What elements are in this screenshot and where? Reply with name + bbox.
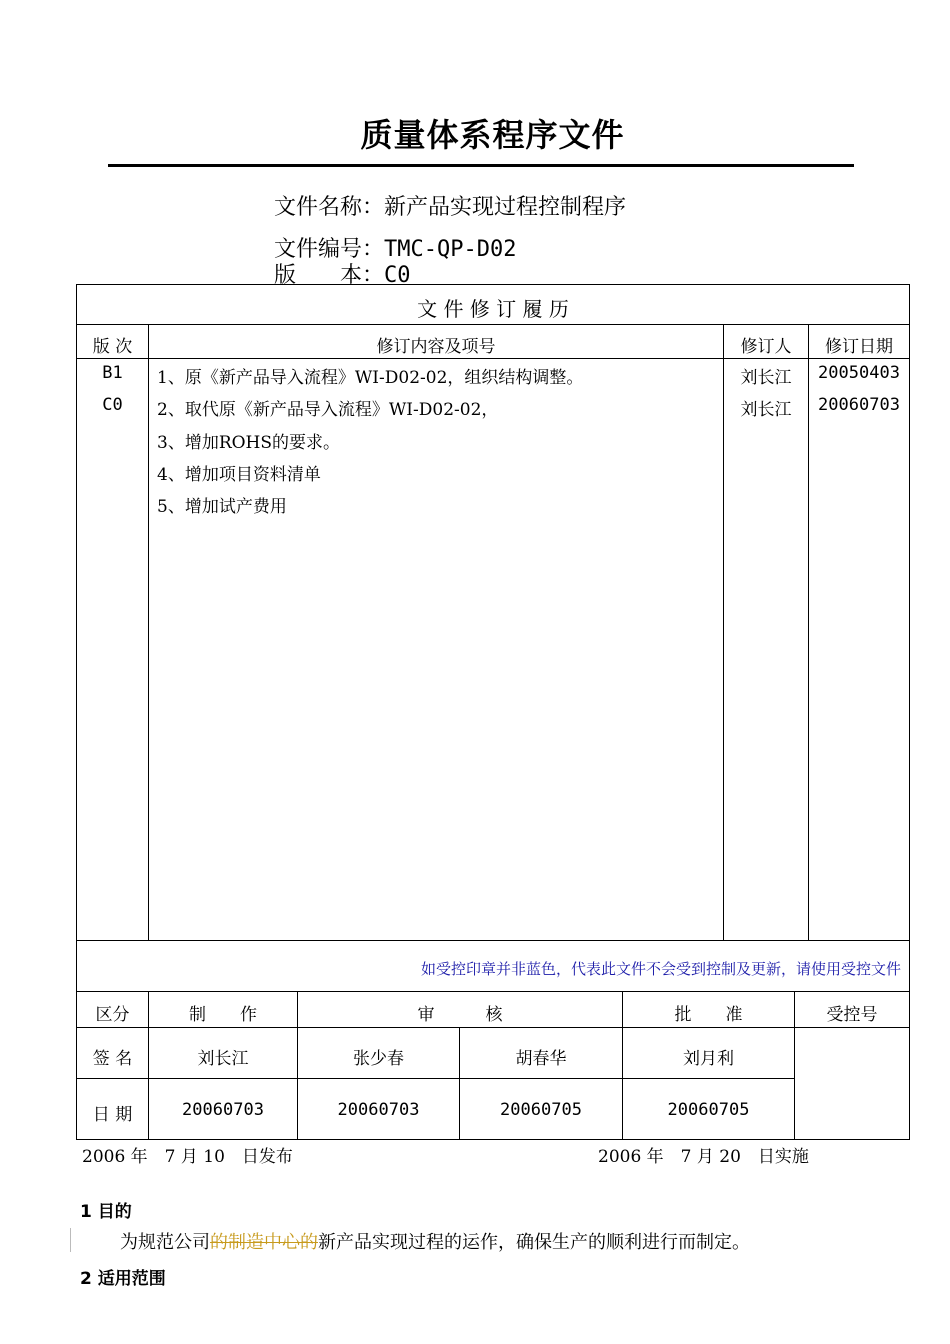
- approval-header-prepared: 制 作: [189, 1005, 257, 1025]
- controlled-copy-notice: 如受控印章并非蓝色，代表此文件不会受到控制及更新，请使用受控文件: [420, 960, 901, 978]
- header-date: 修订日期: [825, 337, 893, 357]
- section-1-suffix: 新产品实现过程的运作，确保生产的顺利进行而制定。: [318, 1232, 750, 1253]
- signer-approver: 刘月利: [683, 1049, 734, 1069]
- revision-line: 3、增加ROHS的要求。: [157, 433, 341, 453]
- revision-line: 2、取代原《新产品导入流程》WI-D02-02，: [157, 400, 499, 420]
- signer-reviewer-2: 胡春华: [515, 1049, 567, 1069]
- file-name-line: [274, 190, 626, 221]
- date-row-label: 日 期: [92, 1105, 133, 1125]
- approval-header-category: 区分: [95, 1005, 130, 1025]
- approval-header-approved: 批 准: [674, 1005, 743, 1025]
- section-1-deleted-text: 的制造中心的: [210, 1232, 318, 1253]
- section-1-prefix: 为规范公司: [120, 1232, 210, 1253]
- version-entry: C0: [102, 395, 123, 415]
- file-name-value: 新产品实现过程控制程序: [384, 195, 627, 220]
- revision-history-table: [76, 284, 910, 1140]
- revision-table-caption: 文 件 修 订 履 历: [417, 297, 569, 321]
- file-name-label: 文件名称：: [274, 195, 385, 220]
- file-number-label: 文件编号：: [274, 237, 385, 262]
- version-value: C0: [384, 263, 411, 288]
- version-label: 版 本：: [274, 263, 385, 288]
- header-content: 修订内容及项号: [376, 337, 496, 357]
- date-approver: 20060705: [667, 1100, 750, 1120]
- reviser-entry: 刘长江: [740, 368, 792, 388]
- section-1-body: [120, 1228, 750, 1254]
- file-number-value: TMC-QP-D02: [384, 237, 517, 262]
- title-rule: [108, 164, 854, 167]
- section-1-title: 1 目的: [80, 1202, 132, 1222]
- section-2-title: 2 适用范围: [80, 1269, 166, 1289]
- version-entry: B1: [102, 363, 123, 383]
- revision-date-entry: 20060703: [818, 395, 900, 415]
- revision-line: 1、原《新产品导入流程》WI-D02-02，组织结构调整。: [157, 368, 584, 388]
- document-title: 质量体系程序文件: [360, 116, 625, 154]
- signer-reviewer-1: 张少春: [353, 1049, 404, 1069]
- header-version: 版 次: [92, 337, 133, 357]
- reviser-entry: 刘长江: [740, 400, 792, 420]
- date-prepared: 20060703: [182, 1100, 264, 1120]
- change-bar: [70, 1228, 71, 1252]
- date-reviewer-2: 20060705: [500, 1100, 582, 1120]
- sign-row-label: 签 名: [92, 1049, 133, 1069]
- approval-header-reviewed: 审 核: [417, 1005, 503, 1025]
- approval-header-control-no: 受控号: [826, 1005, 878, 1025]
- revision-line: 4、增加项目资料清单: [157, 465, 321, 485]
- date-reviewer-1: 20060703: [337, 1100, 420, 1120]
- revision-line: 5、增加试产费用: [157, 497, 287, 517]
- publish-date: 2006 年 7 月 10 日发布: [82, 1147, 293, 1167]
- signer-prepared: 刘长江: [197, 1049, 249, 1069]
- header-reviser: 修订人: [740, 337, 792, 357]
- effective-date: 2006 年 7 月 20 日实施: [598, 1147, 809, 1167]
- revision-date-entry: 20050403: [818, 363, 900, 383]
